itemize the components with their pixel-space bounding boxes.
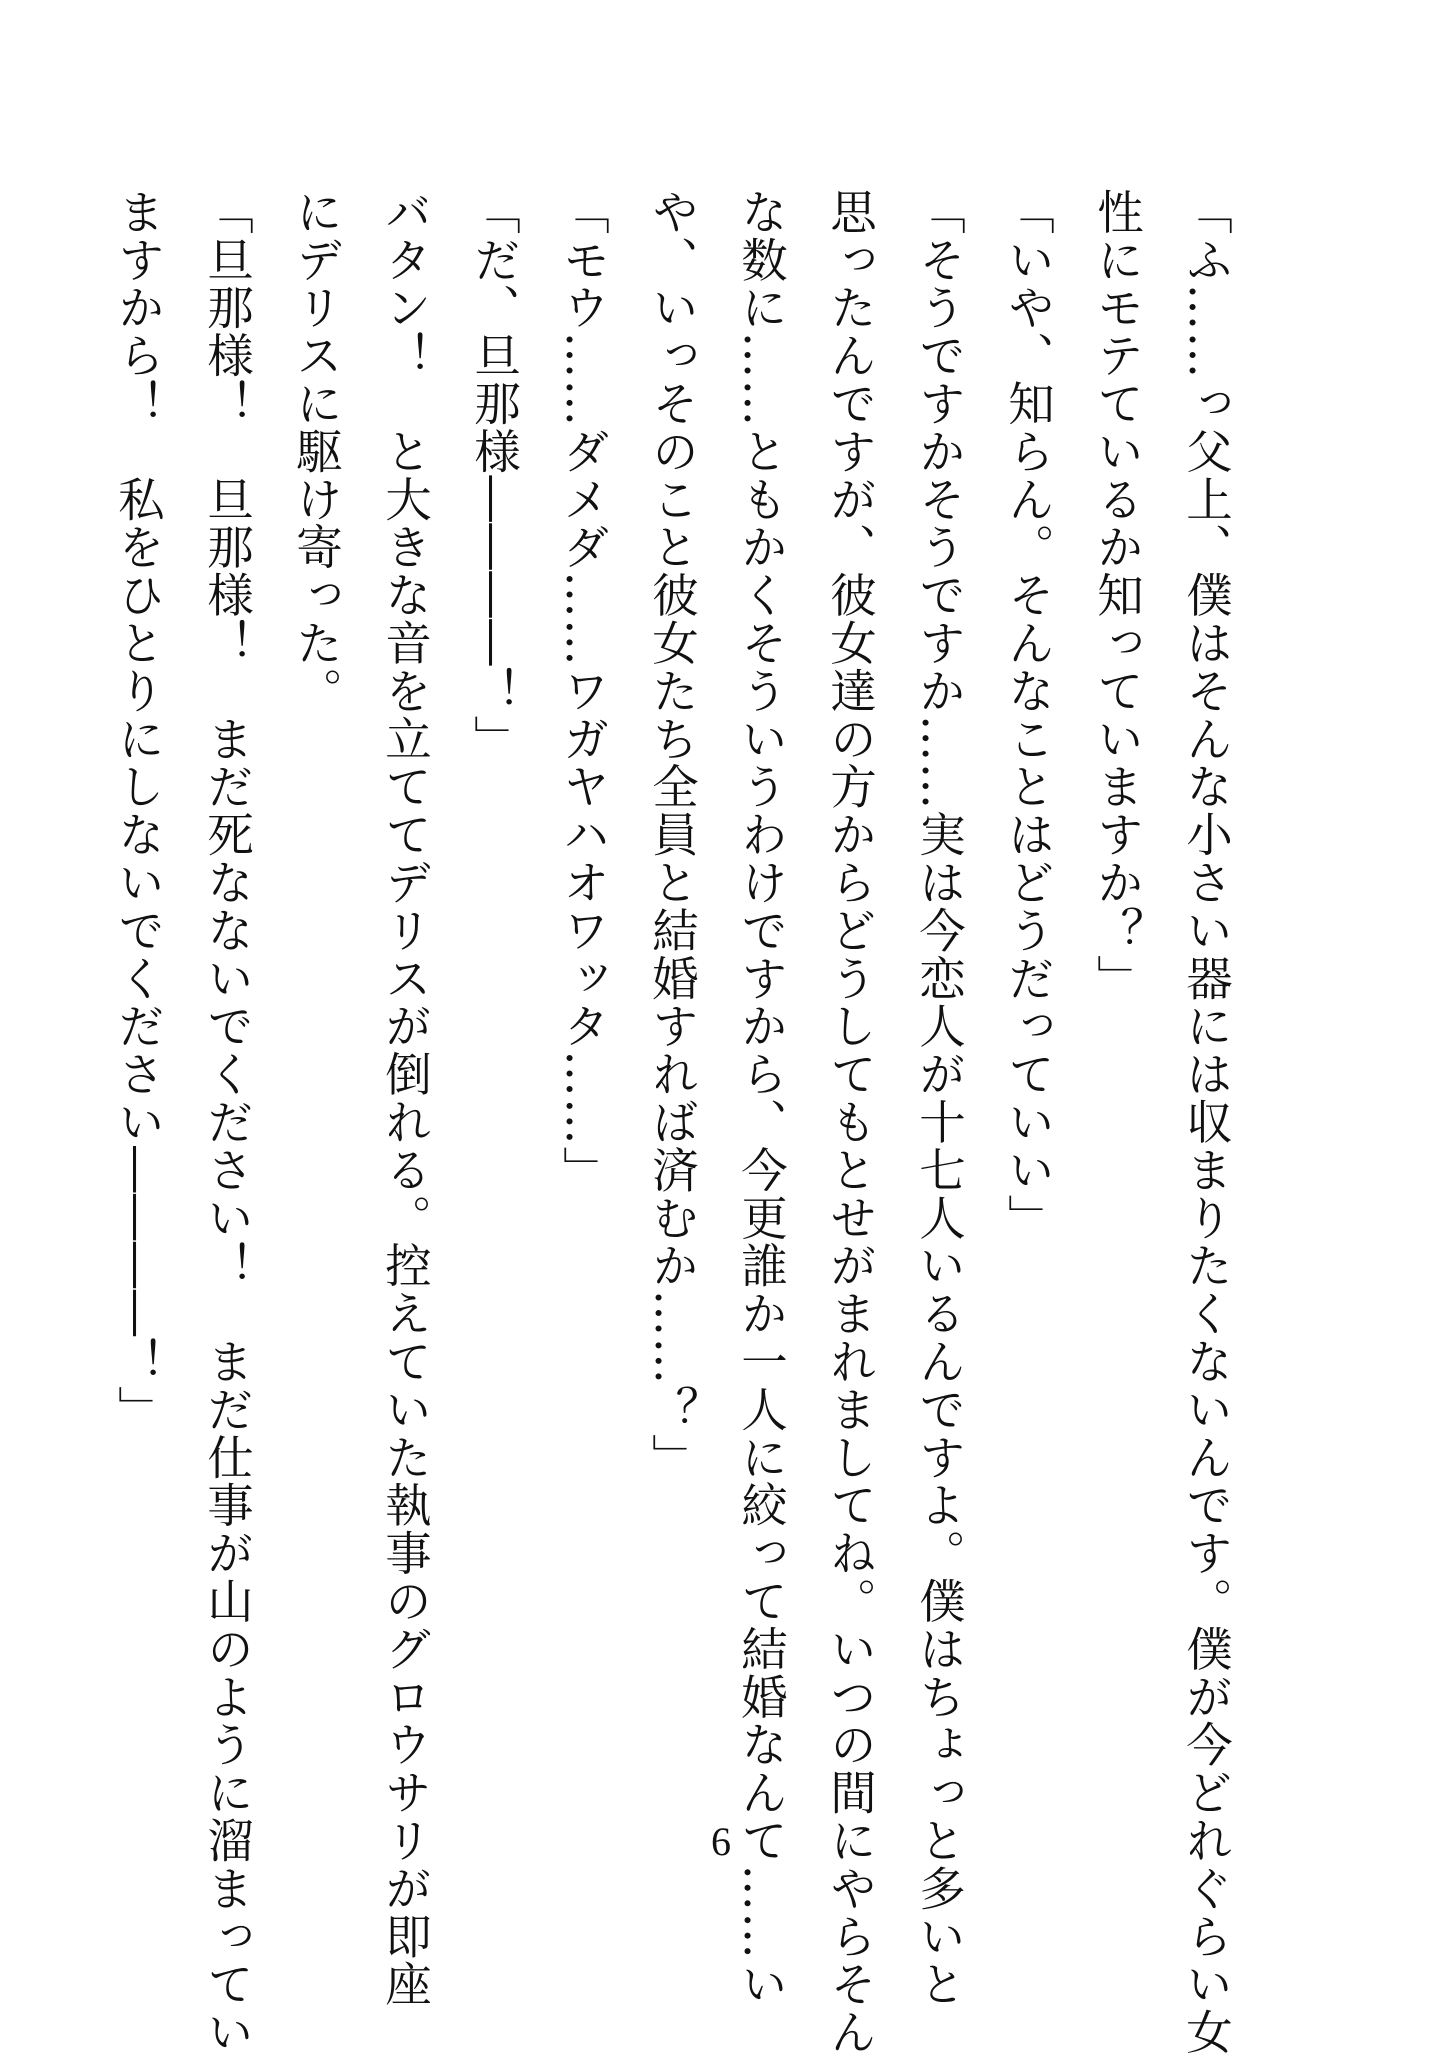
text-line: 「そうですかそうですか……実は今恋人が十七人いるんですよ。僕はちょっと多いと <box>912 188 966 2009</box>
text-line: な数に……ともかくそういうわけですから、今更誰か一人に絞って結婚なんて……い <box>734 188 788 2009</box>
text-line: 「ふ……っ父上、僕はそんな小さい器には収まりたくないんです。僕が今どれぐらい女 <box>1179 188 1233 2056</box>
text-line: や、いっそのこと彼女たち全員と結婚すれば済むか……？」 <box>645 188 699 1482</box>
text-line: ますから！ 私をひとりにしないでください――――！」 <box>111 188 165 1434</box>
text-line: 「旦那様！ 旦那様！ まだ死なないでください！ まだ仕事が山のように溜まってい <box>200 188 254 2056</box>
vertical-text-body <box>93 188 1250 2056</box>
text-line: 思ったんですが、彼女達の方からどうしてもとせがまれましてね。いつの間にやらそん <box>823 188 877 2056</box>
text-line: 「モウ……ダメダ……ワガヤハオワッタ……」 <box>556 188 610 1194</box>
text-line: 「いや、知らん。そんなことはどうだっていい」 <box>1001 188 1055 1242</box>
text-line: 「だ、旦那様――――！」 <box>467 188 521 763</box>
text-line: にデリスに駆け寄った。 <box>289 188 343 715</box>
text-line: 性にモテているか知っていますか？」 <box>1090 188 1144 1003</box>
page-number: 6 <box>711 1819 731 1864</box>
text-line: バタン！ と大きな音を立ててデリスが倒れる。控えていた執事のグロウサリが即座 <box>378 188 432 2009</box>
